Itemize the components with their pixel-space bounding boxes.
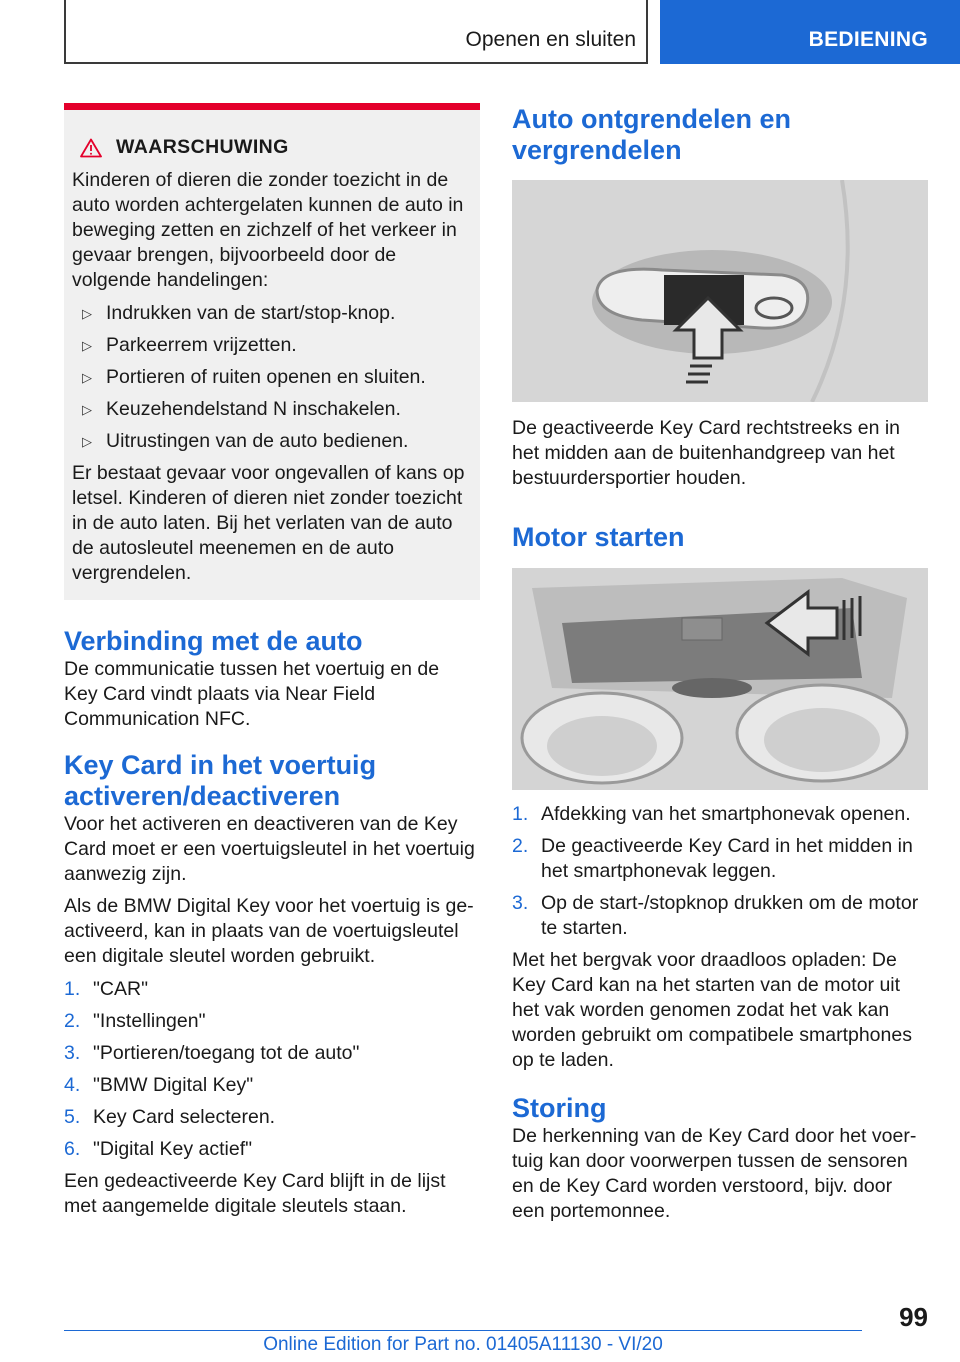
warning-box bbox=[64, 103, 480, 600]
start-steps bbox=[512, 802, 928, 941]
right-column bbox=[512, 104, 928, 1224]
list-item: ▷ Uitrustingen van de auto bedienen. bbox=[82, 430, 409, 452]
header-title: Openen en sluiten bbox=[465, 28, 636, 51]
bullet-triangle-icon: ▷ bbox=[82, 434, 92, 449]
heading-unlock: Auto ontgrendelen en vergrendelen bbox=[512, 104, 791, 165]
smartphone-tray-image bbox=[512, 568, 928, 790]
bullet-triangle-icon: ▷ bbox=[82, 402, 92, 417]
nfc-text: De communicatie tussen het voertuig en de Key Card vindt plaats via Near Field Communication NFC. bbox=[64, 658, 440, 730]
list-item: ▷ Indrukken van de start/stop-knop. bbox=[82, 302, 396, 324]
heading-start: Motor starten bbox=[512, 522, 685, 552]
warning-list bbox=[72, 301, 476, 454]
footer-divider bbox=[64, 1330, 862, 1331]
list-item: 3. "Portieren/toegang tot de auto" bbox=[64, 1042, 360, 1064]
bullet-triangle-icon: ▷ bbox=[82, 306, 92, 321]
heading-nfc: Verbinding met de auto bbox=[64, 626, 363, 656]
activate-steps bbox=[64, 977, 478, 1162]
warning-outro: Er bestaat gevaar voor ongevallen of kans op letsel. Kinderen of dieren niet zonder toezicht in de auto laten. Bij het verlaten van de auto de autosleutel meenemen en de auto vergrendelen. bbox=[72, 462, 465, 584]
bullet-triangle-icon: ▷ bbox=[82, 370, 92, 385]
left-column bbox=[64, 626, 478, 1219]
warning-title: WAARSCHUWING bbox=[116, 136, 289, 158]
list-item: 3. Op de start-/stopknop drukken om de motor te starten. bbox=[512, 892, 919, 939]
warning-body bbox=[72, 168, 476, 586]
list-item: 2. De geactiveerde Key Card in het midden in het smartphonevak leggen. bbox=[512, 835, 913, 882]
list-item: 4. "BMW Digital Key" bbox=[64, 1074, 254, 1096]
list-item: ▷ Parkeerrem vrijzetten. bbox=[82, 334, 297, 356]
header-section-label: BEDIENING bbox=[808, 28, 928, 51]
list-item: 1. Afdekking van het smartphonevak openen. bbox=[512, 803, 911, 825]
bullet-triangle-icon: ▷ bbox=[82, 338, 92, 353]
page-number: 99 bbox=[899, 1302, 928, 1332]
heading-fault: Storing bbox=[512, 1093, 607, 1123]
footer-edition: Online Edition for Part no. 01405A11130 - VI/20 bbox=[263, 1334, 663, 1355]
smartphone-tray-illustration bbox=[512, 568, 928, 790]
activate-text-1: Voor het activeren en deactiveren van de Key Card moet er een voertuigsleutel in het voertuig aanwezig zijn. bbox=[64, 813, 475, 885]
start-text: Met het bergvak voor draadloos opladen: De Key Card kan na het starten van de motor uit het vak worden genomen zodat het vak kan worden gebruikt om compatibele smartphones op te laden. bbox=[512, 949, 912, 1071]
warning-intro: Kinderen of dieren die zonder toezicht in de auto worden achtergelaten kunnen de auto in beweging zetten en zichzelf of het verkeer in gevaar brengen, bijvoorbeeld door de volgende handelingen: bbox=[72, 169, 464, 291]
list-item: ▷ Keuzehendelstand N inschakelen. bbox=[82, 398, 401, 420]
door-handle-illustration bbox=[512, 180, 928, 402]
unlock-text: De geactiveerde Key Card rechtstreeks en in het midden aan de buitenhandgreep van het bestuurdersportier houden. bbox=[512, 417, 901, 489]
activate-text-2: Als de BMW Digital Key voor het voertuig is geactiveerd, kan in plaats van de voertuigsleutel een digitale sleutel worden gebruikt. bbox=[64, 895, 474, 967]
heading-activate: Key Card in het voertuig activeren/deactiveren bbox=[64, 750, 377, 811]
header-title-box bbox=[64, 0, 648, 64]
header-section-tab bbox=[660, 0, 960, 64]
activate-text-3: Een gedeactiveerde Key Card blijft in de lijst met aangemelde digitale sleutels staan. bbox=[64, 1170, 446, 1217]
list-item: ▷ Portieren of ruiten openen en sluiten. bbox=[82, 366, 426, 388]
list-item: 6. "Digital Key actief" bbox=[64, 1138, 253, 1160]
warning-triangle-icon bbox=[80, 138, 102, 158]
list-item: 5. Key Card selecteren. bbox=[64, 1106, 276, 1128]
fault-text: De herkenning van de Key Card door het voertuig kan door voorwerpen tussen de sensoren en de Key Card worden verstoord, bijv. door een portemonnee. bbox=[512, 1125, 917, 1222]
door-handle-image bbox=[512, 180, 928, 402]
list-item: 1. "CAR" bbox=[64, 978, 149, 1000]
warning-header bbox=[72, 136, 289, 159]
list-item: 2. "Instellingen" bbox=[64, 1010, 206, 1032]
